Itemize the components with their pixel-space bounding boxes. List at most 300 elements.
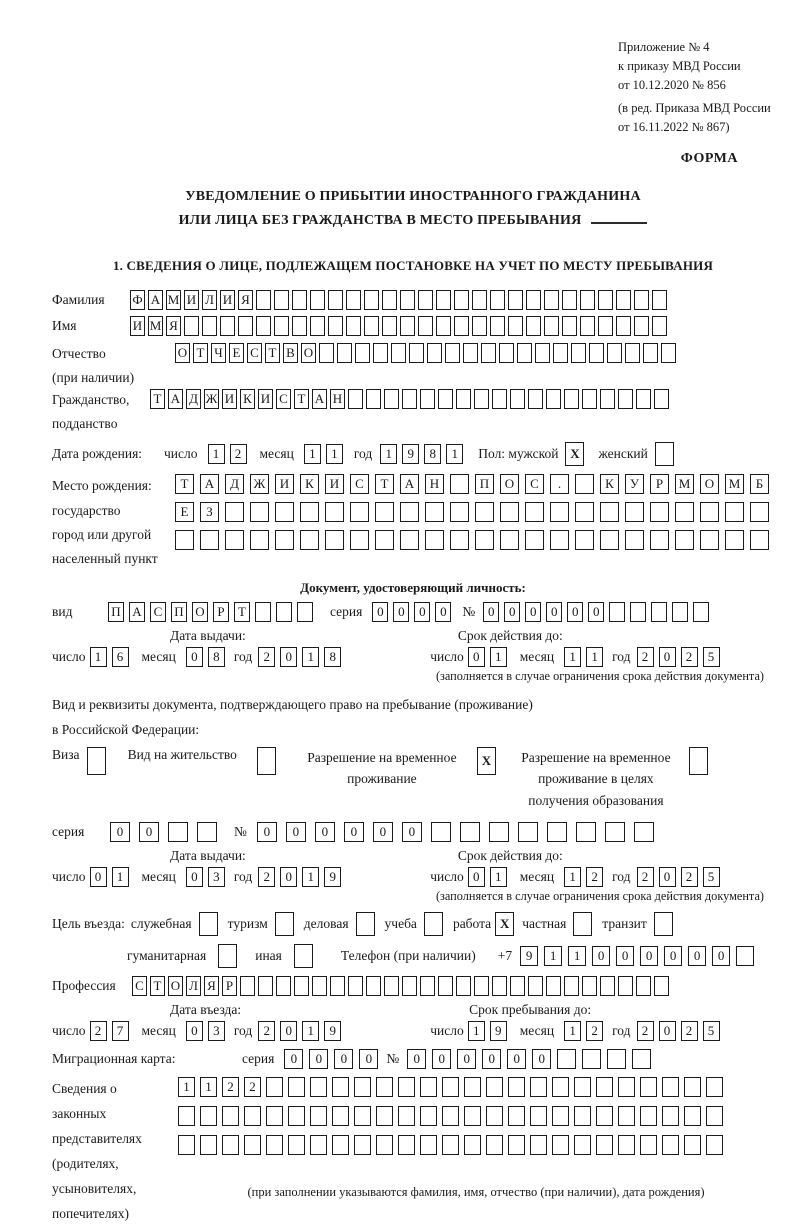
char-cell[interactable] — [364, 290, 379, 310]
char-cell[interactable] — [348, 389, 363, 409]
char-cell[interactable]: 9 — [324, 867, 341, 887]
char-cell[interactable] — [220, 316, 235, 336]
char-cell[interactable] — [618, 389, 633, 409]
char-cell[interactable] — [625, 530, 644, 550]
checkbox-private[interactable] — [573, 912, 592, 936]
char-cell[interactable] — [643, 343, 658, 363]
char-cell[interactable]: Д — [186, 389, 201, 409]
char-cell[interactable] — [684, 1077, 701, 1097]
char-cell[interactable]: О — [500, 474, 519, 494]
char-cell[interactable]: 9 — [490, 1021, 507, 1041]
checkbox-official[interactable] — [199, 912, 218, 936]
char-cell[interactable]: И — [258, 389, 273, 409]
char-cell[interactable]: 0 — [457, 1049, 476, 1069]
char-cell[interactable]: 8 — [424, 444, 441, 464]
char-cell[interactable] — [274, 290, 289, 310]
char-cell[interactable]: 2 — [90, 1021, 107, 1041]
char-cell[interactable] — [238, 316, 253, 336]
char-cell[interactable]: И — [220, 290, 235, 310]
char-cell[interactable] — [576, 822, 596, 842]
char-cell[interactable] — [600, 976, 615, 996]
char-cell[interactable] — [475, 530, 494, 550]
char-cell[interactable] — [564, 389, 579, 409]
char-cell[interactable] — [288, 1077, 305, 1097]
char-cell[interactable] — [310, 316, 325, 336]
checkbox-visa[interactable] — [87, 747, 106, 775]
char-cell[interactable] — [675, 530, 694, 550]
char-cell[interactable]: 0 — [483, 602, 499, 622]
char-cell[interactable] — [510, 389, 525, 409]
char-cell[interactable] — [582, 976, 597, 996]
char-cell[interactable] — [725, 502, 744, 522]
char-cell[interactable] — [332, 1135, 349, 1155]
checkbox-male[interactable]: X — [565, 442, 584, 466]
char-cell[interactable] — [474, 389, 489, 409]
char-cell[interactable]: 1 — [564, 867, 581, 887]
char-cell[interactable]: 0 — [659, 647, 676, 667]
char-cell[interactable]: Р — [213, 602, 229, 622]
char-cell[interactable] — [490, 290, 505, 310]
char-cell[interactable]: М — [148, 316, 163, 336]
char-cell[interactable] — [557, 1049, 576, 1069]
char-cell[interactable] — [256, 316, 271, 336]
char-cell[interactable]: Ф — [130, 290, 145, 310]
checkbox-study[interactable] — [424, 912, 443, 936]
char-cell[interactable]: 0 — [257, 822, 277, 842]
char-cell[interactable] — [382, 290, 397, 310]
char-cell[interactable] — [276, 602, 292, 622]
char-cell[interactable] — [328, 316, 343, 336]
char-cell[interactable] — [332, 1106, 349, 1126]
char-cell[interactable]: 1 — [564, 1021, 581, 1041]
char-cell[interactable]: И — [130, 316, 145, 336]
char-cell[interactable]: 2 — [637, 1021, 654, 1041]
char-cell[interactable] — [420, 389, 435, 409]
checkbox-tourism[interactable] — [275, 912, 294, 936]
char-cell[interactable]: И — [184, 290, 199, 310]
char-cell[interactable] — [250, 502, 269, 522]
char-cell[interactable]: 0 — [659, 1021, 676, 1041]
char-cell[interactable]: К — [600, 474, 619, 494]
char-cell[interactable] — [547, 822, 567, 842]
char-cell[interactable] — [450, 474, 469, 494]
char-cell[interactable] — [580, 316, 595, 336]
char-cell[interactable] — [354, 1077, 371, 1097]
char-cell[interactable]: 0 — [407, 1049, 426, 1069]
char-cell[interactable] — [596, 1106, 613, 1126]
char-cell[interactable]: 2 — [258, 647, 275, 667]
char-cell[interactable]: 1 — [380, 444, 397, 464]
char-cell[interactable]: И — [275, 474, 294, 494]
char-cell[interactable] — [297, 602, 313, 622]
char-cell[interactable] — [575, 502, 594, 522]
char-cell[interactable]: М — [166, 290, 181, 310]
char-cell[interactable]: 0 — [532, 1049, 551, 1069]
char-cell[interactable]: 1 — [564, 647, 581, 667]
char-cell[interactable]: 0 — [507, 1049, 526, 1069]
checkbox-humanitarian[interactable] — [218, 944, 237, 968]
char-cell[interactable] — [618, 1135, 635, 1155]
char-cell[interactable] — [445, 343, 460, 363]
char-cell[interactable]: . — [550, 474, 569, 494]
char-cell[interactable]: 1 — [326, 444, 343, 464]
char-cell[interactable] — [544, 290, 559, 310]
char-cell[interactable]: 1 — [302, 647, 319, 667]
char-cell[interactable] — [472, 316, 487, 336]
char-cell[interactable]: 0 — [588, 602, 604, 622]
char-cell[interactable]: О — [175, 343, 190, 363]
char-cell[interactable] — [693, 602, 709, 622]
char-cell[interactable] — [636, 976, 651, 996]
char-cell[interactable] — [492, 389, 507, 409]
char-cell[interactable]: К — [300, 474, 319, 494]
char-cell[interactable] — [178, 1106, 195, 1126]
char-cell[interactable]: 0 — [504, 602, 520, 622]
char-cell[interactable] — [552, 1106, 569, 1126]
char-cell[interactable]: 0 — [186, 647, 203, 667]
char-cell[interactable]: 0 — [712, 946, 730, 966]
char-cell[interactable]: Т — [265, 343, 280, 363]
char-cell[interactable] — [431, 822, 451, 842]
char-cell[interactable] — [400, 290, 415, 310]
char-cell[interactable]: 0 — [482, 1049, 501, 1069]
char-cell[interactable] — [366, 389, 381, 409]
char-cell[interactable] — [750, 502, 769, 522]
char-cell[interactable] — [463, 343, 478, 363]
char-cell[interactable] — [310, 1106, 327, 1126]
char-cell[interactable] — [528, 389, 543, 409]
char-cell[interactable] — [376, 1106, 393, 1126]
char-cell[interactable]: 0 — [90, 867, 107, 887]
char-cell[interactable]: А — [200, 474, 219, 494]
char-cell[interactable]: 3 — [208, 1021, 225, 1041]
char-cell[interactable]: 0 — [659, 867, 676, 887]
char-cell[interactable]: 0 — [432, 1049, 451, 1069]
char-cell[interactable] — [276, 976, 291, 996]
char-cell[interactable]: 0 — [139, 822, 159, 842]
char-cell[interactable] — [418, 316, 433, 336]
char-cell[interactable]: 0 — [688, 946, 706, 966]
char-cell[interactable] — [427, 343, 442, 363]
char-cell[interactable]: 0 — [334, 1049, 353, 1069]
char-cell[interactable]: 6 — [112, 647, 129, 667]
char-cell[interactable]: С — [350, 474, 369, 494]
char-cell[interactable]: Я — [204, 976, 219, 996]
char-cell[interactable] — [438, 389, 453, 409]
char-cell[interactable]: 2 — [244, 1077, 261, 1097]
char-cell[interactable]: 1 — [468, 1021, 485, 1041]
char-cell[interactable] — [346, 290, 361, 310]
char-cell[interactable] — [508, 1135, 525, 1155]
char-cell[interactable] — [600, 389, 615, 409]
char-cell[interactable] — [750, 530, 769, 550]
char-cell[interactable] — [310, 1135, 327, 1155]
char-cell[interactable]: 5 — [703, 647, 720, 667]
char-cell[interactable] — [300, 502, 319, 522]
char-cell[interactable] — [490, 316, 505, 336]
char-cell[interactable]: Т — [175, 474, 194, 494]
char-cell[interactable] — [288, 1106, 305, 1126]
char-cell[interactable] — [454, 290, 469, 310]
char-cell[interactable]: 1 — [112, 867, 129, 887]
char-cell[interactable]: Д — [225, 474, 244, 494]
char-cell[interactable]: 2 — [258, 1021, 275, 1041]
char-cell[interactable] — [651, 602, 667, 622]
char-cell[interactable]: 1 — [490, 867, 507, 887]
char-cell[interactable] — [456, 389, 471, 409]
char-cell[interactable] — [544, 316, 559, 336]
char-cell[interactable]: 8 — [208, 647, 225, 667]
char-cell[interactable] — [250, 530, 269, 550]
char-cell[interactable] — [384, 389, 399, 409]
char-cell[interactable]: 1 — [586, 647, 603, 667]
char-cell[interactable]: А — [312, 389, 327, 409]
char-cell[interactable] — [456, 976, 471, 996]
char-cell[interactable] — [489, 822, 509, 842]
char-cell[interactable] — [574, 1135, 591, 1155]
char-cell[interactable]: 1 — [200, 1077, 217, 1097]
char-cell[interactable]: П — [171, 602, 187, 622]
char-cell[interactable]: 3 — [208, 867, 225, 887]
checkbox-work[interactable]: X — [495, 912, 514, 936]
char-cell[interactable] — [546, 389, 561, 409]
char-cell[interactable]: 0 — [567, 602, 583, 622]
char-cell[interactable] — [618, 976, 633, 996]
char-cell[interactable] — [634, 822, 654, 842]
char-cell[interactable] — [528, 976, 543, 996]
char-cell[interactable] — [546, 976, 561, 996]
char-cell[interactable] — [442, 1106, 459, 1126]
char-cell[interactable] — [472, 290, 487, 310]
char-cell[interactable] — [616, 316, 631, 336]
char-cell[interactable]: Р — [650, 474, 669, 494]
char-cell[interactable] — [364, 316, 379, 336]
checkbox-temp-residence[interactable]: X — [477, 747, 496, 775]
char-cell[interactable] — [654, 389, 669, 409]
char-cell[interactable]: 2 — [230, 444, 247, 464]
char-cell[interactable]: 0 — [110, 822, 130, 842]
char-cell[interactable]: А — [400, 474, 419, 494]
char-cell[interactable] — [526, 316, 541, 336]
char-cell[interactable] — [266, 1135, 283, 1155]
char-cell[interactable] — [574, 1077, 591, 1097]
char-cell[interactable]: 0 — [286, 822, 306, 842]
char-cell[interactable]: Т — [234, 602, 250, 622]
char-cell[interactable] — [700, 502, 719, 522]
char-cell[interactable] — [376, 1077, 393, 1097]
char-cell[interactable] — [530, 1135, 547, 1155]
char-cell[interactable] — [292, 316, 307, 336]
checkbox-transit[interactable] — [654, 912, 673, 936]
char-cell[interactable] — [675, 502, 694, 522]
char-cell[interactable] — [400, 316, 415, 336]
char-cell[interactable]: 0 — [640, 946, 658, 966]
char-cell[interactable] — [464, 1106, 481, 1126]
char-cell[interactable] — [662, 1106, 679, 1126]
char-cell[interactable] — [550, 530, 569, 550]
char-cell[interactable] — [736, 946, 754, 966]
char-cell[interactable]: 0 — [372, 602, 388, 622]
char-cell[interactable]: Т — [375, 474, 394, 494]
char-cell[interactable] — [420, 1077, 437, 1097]
char-cell[interactable] — [450, 502, 469, 522]
char-cell[interactable]: 0 — [664, 946, 682, 966]
char-cell[interactable] — [184, 316, 199, 336]
char-cell[interactable]: 0 — [592, 946, 610, 966]
char-cell[interactable]: Е — [175, 502, 194, 522]
char-cell[interactable] — [409, 343, 424, 363]
char-cell[interactable]: 1 — [304, 444, 321, 464]
char-cell[interactable] — [609, 602, 625, 622]
char-cell[interactable] — [652, 290, 667, 310]
char-cell[interactable] — [640, 1077, 657, 1097]
char-cell[interactable] — [420, 1106, 437, 1126]
char-cell[interactable] — [652, 316, 667, 336]
char-cell[interactable] — [384, 976, 399, 996]
char-cell[interactable] — [625, 502, 644, 522]
char-cell[interactable] — [375, 502, 394, 522]
char-cell[interactable] — [517, 343, 532, 363]
char-cell[interactable]: 0 — [344, 822, 364, 842]
char-cell[interactable]: 9 — [324, 1021, 341, 1041]
char-cell[interactable]: О — [301, 343, 316, 363]
char-cell[interactable]: А — [148, 290, 163, 310]
char-cell[interactable]: Ч — [211, 343, 226, 363]
char-cell[interactable] — [598, 290, 613, 310]
char-cell[interactable] — [325, 530, 344, 550]
char-cell[interactable] — [178, 1135, 195, 1155]
char-cell[interactable] — [350, 530, 369, 550]
char-cell[interactable] — [310, 290, 325, 310]
char-cell[interactable] — [600, 530, 619, 550]
char-cell[interactable]: 2 — [586, 867, 603, 887]
char-cell[interactable] — [706, 1135, 723, 1155]
char-cell[interactable] — [348, 976, 363, 996]
checkbox-residence-permit[interactable] — [257, 747, 276, 775]
char-cell[interactable]: 0 — [186, 1021, 203, 1041]
char-cell[interactable]: Н — [425, 474, 444, 494]
char-cell[interactable]: Т — [193, 343, 208, 363]
char-cell[interactable]: 5 — [703, 867, 720, 887]
char-cell[interactable] — [202, 316, 217, 336]
char-cell[interactable] — [366, 976, 381, 996]
checkbox-temp-residence-education[interactable] — [689, 747, 708, 775]
char-cell[interactable] — [596, 1077, 613, 1097]
char-cell[interactable] — [525, 530, 544, 550]
char-cell[interactable] — [398, 1077, 415, 1097]
char-cell[interactable]: 0 — [359, 1049, 378, 1069]
char-cell[interactable]: П — [475, 474, 494, 494]
char-cell[interactable]: 1 — [568, 946, 586, 966]
char-cell[interactable] — [562, 290, 577, 310]
char-cell[interactable] — [442, 1077, 459, 1097]
checkbox-female[interactable] — [655, 442, 674, 466]
char-cell[interactable] — [625, 343, 640, 363]
char-cell[interactable]: 0 — [280, 647, 297, 667]
char-cell[interactable] — [354, 1106, 371, 1126]
char-cell[interactable] — [330, 976, 345, 996]
char-cell[interactable] — [725, 530, 744, 550]
char-cell[interactable]: С — [247, 343, 262, 363]
char-cell[interactable]: З — [200, 502, 219, 522]
char-cell[interactable] — [530, 1106, 547, 1126]
char-cell[interactable] — [706, 1077, 723, 1097]
char-cell[interactable] — [508, 1077, 525, 1097]
char-cell[interactable] — [636, 389, 651, 409]
char-cell[interactable]: Ж — [250, 474, 269, 494]
char-cell[interactable] — [450, 530, 469, 550]
char-cell[interactable] — [294, 976, 309, 996]
char-cell[interactable]: О — [192, 602, 208, 622]
char-cell[interactable] — [481, 343, 496, 363]
checkbox-business[interactable] — [356, 912, 375, 936]
char-cell[interactable] — [640, 1106, 657, 1126]
char-cell[interactable]: М — [675, 474, 694, 494]
char-cell[interactable] — [525, 502, 544, 522]
char-cell[interactable]: 0 — [468, 647, 485, 667]
char-cell[interactable] — [168, 822, 188, 842]
char-cell[interactable] — [346, 316, 361, 336]
char-cell[interactable] — [661, 343, 676, 363]
char-cell[interactable] — [535, 343, 550, 363]
char-cell[interactable] — [382, 316, 397, 336]
char-cell[interactable]: 1 — [490, 647, 507, 667]
char-cell[interactable] — [492, 976, 507, 996]
char-cell[interactable] — [634, 290, 649, 310]
char-cell[interactable]: 1 — [446, 444, 463, 464]
char-cell[interactable] — [650, 530, 669, 550]
char-cell[interactable]: 0 — [525, 602, 541, 622]
char-cell[interactable]: Л — [186, 976, 201, 996]
char-cell[interactable]: Н — [330, 389, 345, 409]
char-cell[interactable] — [355, 343, 370, 363]
char-cell[interactable]: Е — [229, 343, 244, 363]
char-cell[interactable]: 2 — [637, 647, 654, 667]
char-cell[interactable]: Л — [202, 290, 217, 310]
char-cell[interactable] — [222, 1106, 239, 1126]
char-cell[interactable]: 1 — [178, 1077, 195, 1097]
char-cell[interactable]: 0 — [435, 602, 451, 622]
char-cell[interactable]: П — [108, 602, 124, 622]
char-cell[interactable] — [607, 1049, 626, 1069]
char-cell[interactable]: Т — [150, 976, 165, 996]
char-cell[interactable] — [552, 1135, 569, 1155]
char-cell[interactable] — [700, 530, 719, 550]
char-cell[interactable] — [508, 290, 523, 310]
char-cell[interactable]: 1 — [208, 444, 225, 464]
char-cell[interactable] — [510, 976, 525, 996]
char-cell[interactable] — [607, 343, 622, 363]
char-cell[interactable] — [618, 1106, 635, 1126]
char-cell[interactable]: 0 — [280, 1021, 297, 1041]
char-cell[interactable] — [618, 1077, 635, 1097]
char-cell[interactable] — [526, 290, 541, 310]
char-cell[interactable] — [672, 602, 688, 622]
char-cell[interactable]: С — [276, 389, 291, 409]
char-cell[interactable] — [436, 316, 451, 336]
char-cell[interactable] — [312, 976, 327, 996]
char-cell[interactable]: 2 — [681, 647, 698, 667]
char-cell[interactable] — [632, 1049, 651, 1069]
char-cell[interactable]: 9 — [402, 444, 419, 464]
char-cell[interactable] — [564, 976, 579, 996]
char-cell[interactable] — [398, 1106, 415, 1126]
char-cell[interactable]: А — [168, 389, 183, 409]
char-cell[interactable] — [654, 976, 669, 996]
char-cell[interactable] — [454, 316, 469, 336]
char-cell[interactable] — [640, 1135, 657, 1155]
char-cell[interactable] — [518, 822, 538, 842]
